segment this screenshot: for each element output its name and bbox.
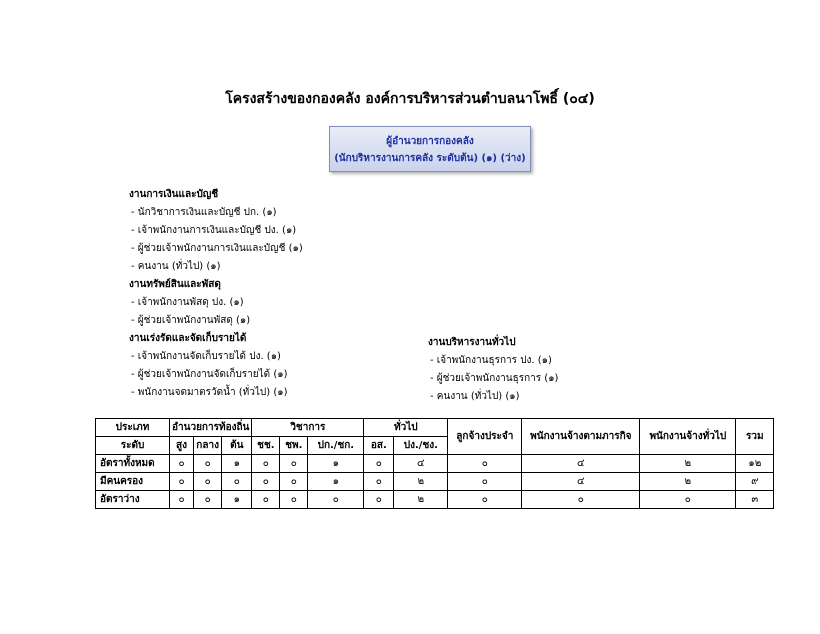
- group-item: - เจ้าพนักงานจัดเก็บรายได้ ปง. (๑): [131, 351, 281, 362]
- table-cell: ๐: [448, 455, 522, 473]
- table-cell: ๑: [222, 491, 252, 509]
- table-cell: ๐: [170, 473, 194, 491]
- sub-header: สูง: [170, 437, 194, 455]
- sub-header: ชช.: [252, 437, 280, 455]
- header-level: ระดับ: [96, 437, 170, 455]
- table-cell: ๐: [222, 473, 252, 491]
- header-general: ทั่วไป: [364, 419, 448, 437]
- table-cell: ๒: [640, 473, 736, 491]
- group-admin: [428, 334, 558, 406]
- header-mission: พนักงานจ้างตามภารกิจ: [522, 419, 640, 455]
- table-cell: ๐: [448, 473, 522, 491]
- table-cell: ๐: [364, 455, 394, 473]
- sub-header: ชพ.: [280, 437, 308, 455]
- table-cell: ๓: [736, 491, 774, 509]
- sub-header: ต้น: [222, 437, 252, 455]
- table-cell: ๐: [280, 455, 308, 473]
- sub-header: อส.: [364, 437, 394, 455]
- table-cell: ๒: [640, 455, 736, 473]
- group-item: - เจ้าพนักงานพัสดุ ปง. (๑): [131, 297, 244, 308]
- header-academic: วิชาการ: [252, 419, 364, 437]
- table-cell: ๐: [252, 455, 280, 473]
- table-cell: ๐: [194, 455, 222, 473]
- group-heading: งานทรัพย์สินและพัสดุ: [129, 279, 221, 290]
- group-item: - ผู้ช่วยเจ้าพนักงานการเงินและบัญชี (๑): [131, 243, 303, 254]
- group-heading: งานการเงินและบัญชี: [129, 189, 219, 200]
- table-cell: ๐: [170, 455, 194, 473]
- table-row: [96, 473, 774, 491]
- staffing-table: [95, 418, 774, 509]
- director-box: [329, 126, 531, 172]
- table-cell: ๒: [394, 491, 448, 509]
- table-cell: ๐: [640, 491, 736, 509]
- table-cell: ๐: [364, 491, 394, 509]
- group-item: - พนักงานจดมาตรวัดน้ำ (ทั่วไป) (๑): [131, 387, 288, 398]
- group-heading: งานเร่งรัดและจัดเก็บรายได้: [129, 333, 247, 344]
- table-cell: ๑: [308, 473, 364, 491]
- table-cell: ๐: [308, 491, 364, 509]
- group-item: - ผู้ช่วยเจ้าพนักงานจัดเก็บรายได้ (๑): [131, 369, 288, 380]
- table-row: [96, 491, 774, 509]
- row-label: อัตราทั้งหมด: [96, 455, 170, 473]
- table-cell: ๐: [280, 491, 308, 509]
- group-assets: [129, 276, 250, 330]
- sub-header: ปง./ชง.: [394, 437, 448, 455]
- row-label: มีคนครอง: [96, 473, 170, 491]
- group-heading: งานบริหารงานทั่วไป: [428, 337, 516, 348]
- header-total: รวม: [736, 419, 774, 455]
- document-title: โครงสร้างของกองคลัง องค์การบริหารส่วนตำบลนาโพธิ์ (๐๔): [225, 91, 595, 107]
- table-cell: ๙: [736, 473, 774, 491]
- table-cell: ๔: [522, 455, 640, 473]
- table-cell: ๐: [280, 473, 308, 491]
- table-cell: ๑๒: [736, 455, 774, 473]
- header-staff: พนักงานจ้างทั่วไป: [640, 419, 736, 455]
- group-item: - คนงาน (ทั่วไป) (๑): [430, 391, 520, 402]
- table-cell: ๔: [522, 473, 640, 491]
- sub-header: ปก./ชก.: [308, 437, 364, 455]
- table-cell: ๒: [394, 473, 448, 491]
- director-title: ผู้อำนวยการกองคลัง: [386, 136, 474, 147]
- table-cell: ๐: [194, 491, 222, 509]
- table-cell: ๐: [194, 473, 222, 491]
- table-cell: ๔: [394, 455, 448, 473]
- table-cell: ๐: [252, 473, 280, 491]
- table-cell: ๑: [222, 455, 252, 473]
- group-item: - นักวิชาการเงินและบัญชี ปก. (๑): [131, 207, 277, 218]
- table-cell: ๐: [252, 491, 280, 509]
- table-cell: ๑: [308, 455, 364, 473]
- group-item: - คนงาน (ทั่วไป) (๑): [131, 261, 221, 272]
- table-cell: ๐: [522, 491, 640, 509]
- director-position: (นักบริหารงานการคลัง ระดับต้น) (๑) (ว่าง): [334, 153, 526, 164]
- header-director: อำนวยการท้องถิ่น: [170, 419, 252, 437]
- table-cell: ๐: [170, 491, 194, 509]
- row-label: อัตราว่าง: [96, 491, 170, 509]
- group-item: - เจ้าพนักงานธุรการ ปง. (๑): [430, 355, 552, 366]
- table-cell: ๐: [364, 473, 394, 491]
- header-type: ประเภท: [96, 419, 170, 437]
- table-row: [96, 455, 774, 473]
- group-finance: [129, 186, 303, 276]
- group-item: - เจ้าพนักงานการเงินและบัญชี ปง. (๑): [131, 225, 297, 236]
- group-item: - ผู้ช่วยเจ้าพนักงานธุรการ (๑): [430, 373, 559, 384]
- header-permanent: ลูกจ้างประจำ: [448, 419, 522, 455]
- table-cell: ๐: [448, 491, 522, 509]
- group-item: - ผู้ช่วยเจ้าพนักงานพัสดุ (๑): [131, 315, 251, 326]
- group-revenue: [129, 330, 288, 402]
- sub-header: กลาง: [194, 437, 222, 455]
